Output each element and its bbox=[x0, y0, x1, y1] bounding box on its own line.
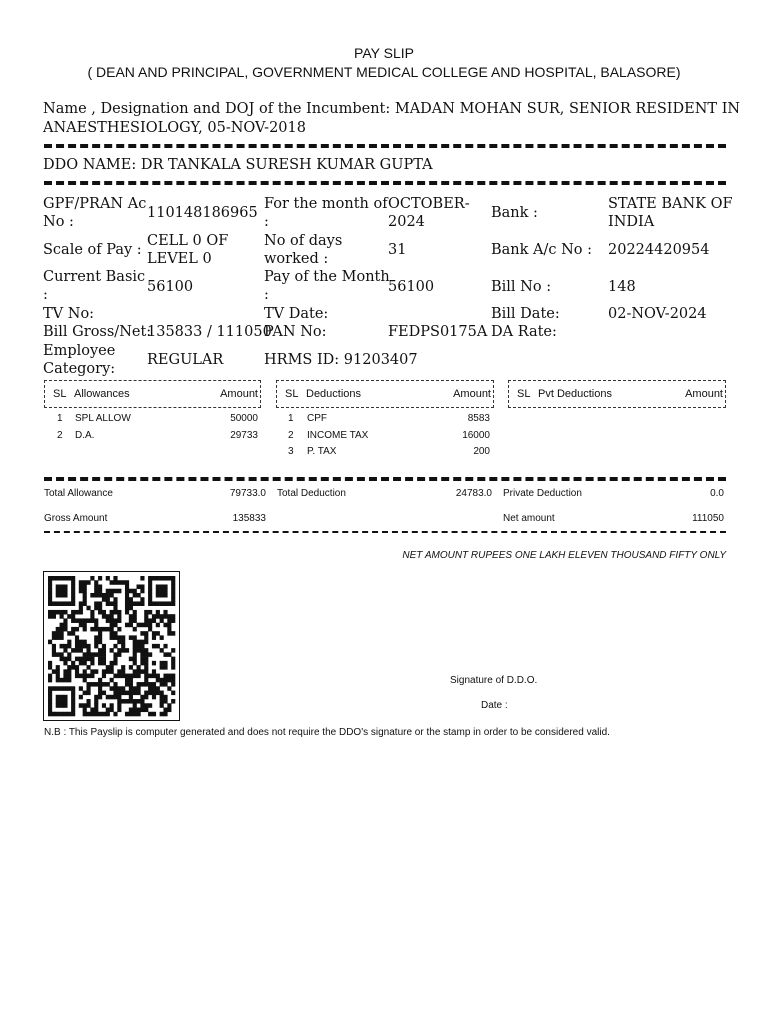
disclaimer-note: N.B : This Payslip is computer generated and does not require the DDO's signature or the stamp in order to be considered valid. bbox=[44, 727, 610, 738]
deduction-name: P. TAX bbox=[307, 446, 337, 457]
deduction-amount: 200 bbox=[473, 446, 490, 457]
signature-label: Signature of D.D.O. bbox=[450, 675, 538, 686]
sl-cell: 3 bbox=[288, 446, 294, 457]
bill-date-label: Bill Date: bbox=[491, 306, 560, 322]
sl-header: SL bbox=[53, 388, 67, 400]
divider bbox=[44, 144, 726, 148]
bank-label: Bank : bbox=[491, 205, 538, 221]
sl-cell: 1 bbox=[57, 413, 63, 424]
payslip-subtitle: ( DEAN AND PRINCIPAL, GOVERNMENT MEDICAL COLLEGE AND HOSPITAL, BALASORE) bbox=[87, 64, 681, 80]
net-amount-words: NET AMOUNT RUPEES ONE LAKH ELEVEN THOUSAND FIFTY ONLY bbox=[402, 550, 726, 561]
sl-cell: 1 bbox=[288, 413, 294, 424]
days-label: No of days worked : bbox=[264, 233, 343, 267]
da-rate-label: DA Rate: bbox=[491, 324, 557, 340]
gpf-value: 110148186965 bbox=[147, 205, 258, 221]
incumbent-line-2: ANAESTHESIOLOGY, 05-NOV-2018 bbox=[43, 120, 306, 136]
pan-value: FEDPS0175A bbox=[388, 324, 488, 340]
private-deduction-label: Private Deduction bbox=[503, 488, 582, 499]
month-value: OCTOBER- 2024 bbox=[388, 196, 470, 230]
bank-value: STATE BANK OF INDIA bbox=[608, 196, 733, 230]
basic-label: Current Basic : bbox=[43, 269, 146, 303]
allowances-header-label: Allowances bbox=[74, 388, 130, 400]
amount-header: Amount bbox=[453, 388, 491, 400]
deductions-header bbox=[276, 380, 494, 408]
bank-account-value: 20224420954 bbox=[608, 242, 710, 258]
amount-header: Amount bbox=[685, 388, 723, 400]
divider bbox=[44, 531, 726, 533]
total-allowance-label: Total Allowance bbox=[44, 488, 113, 499]
pay-month-value: 56100 bbox=[388, 279, 435, 295]
sl-header: SL bbox=[517, 388, 531, 400]
allowance-amount: 50000 bbox=[230, 413, 258, 424]
divider bbox=[44, 477, 726, 481]
net-amount-label: Net amount bbox=[503, 513, 555, 524]
private-deduction-value: 0.0 bbox=[710, 488, 724, 499]
scale-label: Scale of Pay : bbox=[43, 242, 142, 258]
gross-amount-value: 135833 bbox=[232, 513, 266, 524]
total-allowance-value: 79733.0 bbox=[229, 488, 266, 499]
pvt-deductions-header-label: Pvt Deductions bbox=[538, 388, 612, 400]
pan-label: PAN No: bbox=[264, 324, 327, 340]
qr-code-icon bbox=[44, 572, 179, 720]
bill-gross-label: Bill Gross/Net: bbox=[43, 324, 152, 340]
category-value: REGULAR bbox=[147, 352, 224, 368]
allowance-amount: 29733 bbox=[230, 430, 258, 441]
sl-cell: 2 bbox=[288, 430, 294, 441]
allowance-name: SPL ALLOW bbox=[75, 413, 131, 424]
deduction-name: INCOME TAX bbox=[307, 430, 369, 441]
incumbent-line-1: Name , Designation and DOJ of the Incumbent: MADAN MOHAN SUR, SENIOR RESIDENT IN bbox=[43, 101, 741, 117]
bank-account-label: Bank A/c No : bbox=[491, 242, 593, 258]
deduction-name: CPF bbox=[307, 413, 327, 424]
gpf-label: GPF/PRAN Ac No : bbox=[43, 196, 147, 230]
total-deduction-label: Total Deduction bbox=[277, 488, 346, 499]
sl-cell: 2 bbox=[57, 430, 63, 441]
basic-value: 56100 bbox=[147, 279, 194, 295]
deductions-header-label: Deductions bbox=[306, 388, 362, 400]
month-label: For the month of : bbox=[264, 196, 388, 230]
tv-no-label: TV No: bbox=[43, 306, 95, 322]
net-amount-value: 111050 bbox=[692, 513, 724, 524]
payslip-title: PAY SLIP bbox=[354, 45, 414, 61]
deduction-amount: 8583 bbox=[467, 413, 490, 424]
divider bbox=[44, 181, 726, 185]
pvt-deductions-header bbox=[508, 380, 726, 408]
scale-value: CELL 0 OF LEVEL 0 bbox=[147, 233, 229, 267]
bill-date-value: 02-NOV-2024 bbox=[608, 306, 707, 322]
category-label: Employee Category: bbox=[43, 343, 116, 377]
days-value: 31 bbox=[388, 242, 407, 258]
allowances-header bbox=[44, 380, 261, 408]
bill-no-value: 148 bbox=[608, 279, 636, 295]
amount-header: Amount bbox=[220, 388, 258, 400]
tv-date-label: TV Date: bbox=[264, 306, 329, 322]
sl-header: SL bbox=[285, 388, 299, 400]
ddo-name: DDO NAME: DR TANKALA SURESH KUMAR GUPTA bbox=[43, 157, 433, 173]
gross-amount-label: Gross Amount bbox=[44, 513, 108, 524]
qr-code bbox=[43, 571, 180, 721]
allowance-name: D.A. bbox=[75, 430, 95, 441]
bill-gross-value: 135833 / 111050 bbox=[147, 324, 272, 340]
hrms-id: HRMS ID: 91203407 bbox=[264, 352, 418, 368]
date-label: Date : bbox=[481, 700, 508, 711]
bill-no-label: Bill No : bbox=[491, 279, 552, 295]
deduction-amount: 16000 bbox=[462, 430, 490, 441]
pay-month-label: Pay of the Month : bbox=[264, 269, 390, 303]
total-deduction-value: 24783.0 bbox=[455, 488, 492, 499]
